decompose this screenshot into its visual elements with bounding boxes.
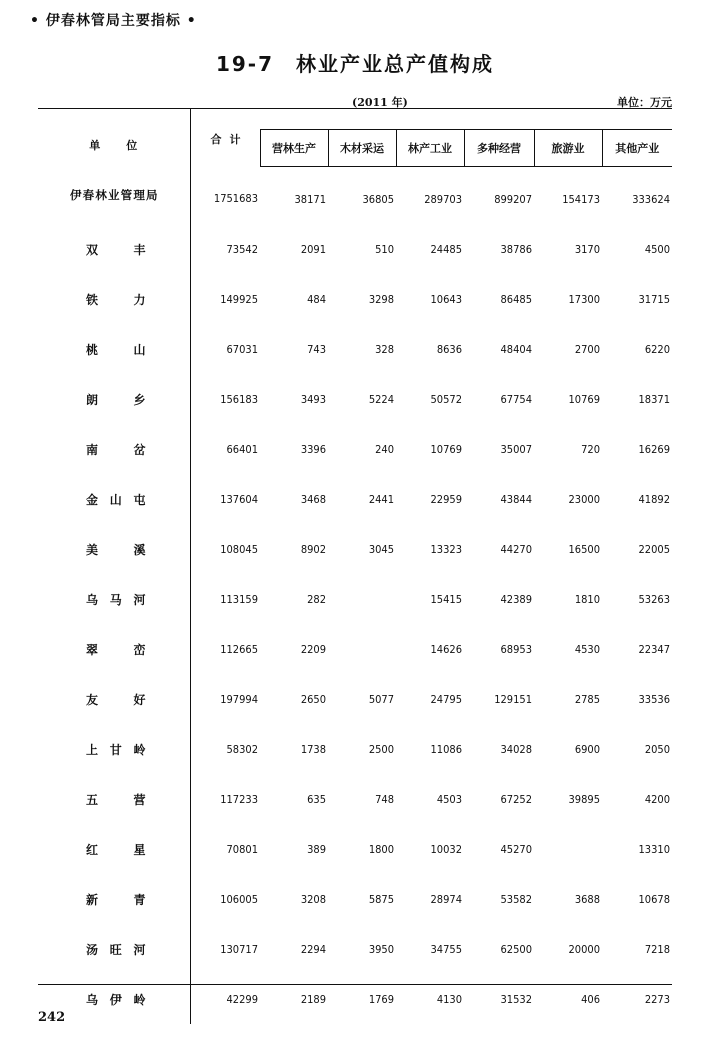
data-table-container xyxy=(38,108,672,1024)
row-value: 13323 xyxy=(430,542,462,556)
row-value: 18371 xyxy=(638,392,670,406)
table-row xyxy=(38,167,672,225)
row-value: 4530 xyxy=(574,642,600,656)
header-sub-1: 木材采运 xyxy=(328,130,396,167)
row-value: 2500 xyxy=(368,742,394,756)
row-value: 67754 xyxy=(500,392,532,406)
row-value: 86485 xyxy=(500,292,532,306)
row-value: 149925 xyxy=(220,292,258,306)
row-value: 3468 xyxy=(300,492,326,506)
row-value: 484 xyxy=(307,292,326,306)
row-value: 24485 xyxy=(430,242,462,256)
row-value: 44270 xyxy=(500,542,532,556)
row-value: 10769 xyxy=(430,442,462,456)
row-value: 35007 xyxy=(500,442,532,456)
row-value: 11086 xyxy=(430,742,462,756)
table-row xyxy=(38,724,672,774)
row-value: 4500 xyxy=(644,242,670,256)
row-value: 7218 xyxy=(644,942,670,956)
table-row xyxy=(38,224,672,274)
unit-label: 单位：万元 xyxy=(617,96,672,109)
row-value: 24795 xyxy=(430,692,462,706)
row-value: 16500 xyxy=(568,542,600,556)
row-value: 117233 xyxy=(220,792,258,806)
row-value: 2091 xyxy=(300,242,326,256)
row-value: 10643 xyxy=(430,292,462,306)
row-value: 406 xyxy=(581,992,600,1006)
row-value: 743 xyxy=(307,342,326,356)
table-row xyxy=(38,924,672,974)
row-value: 899207 xyxy=(494,192,532,206)
row-value: 1738 xyxy=(300,742,326,756)
row-value: 48404 xyxy=(500,342,532,356)
table-row xyxy=(38,674,672,724)
row-value: 33536 xyxy=(638,692,670,706)
row-value: 3396 xyxy=(300,442,326,456)
row-value: 3298 xyxy=(368,292,394,306)
row-unit-name: 美溪 xyxy=(38,524,190,574)
row-value: 3170 xyxy=(574,242,600,256)
row-value: 510 xyxy=(375,242,394,256)
row-value: 112665 xyxy=(220,642,258,656)
row-value: 6220 xyxy=(644,342,670,356)
row-value: 2050 xyxy=(644,742,670,756)
header-sub-3: 多种经营 xyxy=(464,130,534,167)
row-value: 22005 xyxy=(638,542,670,556)
row-value: 62500 xyxy=(500,942,532,956)
row-value: 4130 xyxy=(436,992,462,1006)
table-row xyxy=(38,824,672,874)
row-value: 38786 xyxy=(500,242,532,256)
row-value: 5875 xyxy=(368,892,394,906)
row-value: 13310 xyxy=(638,842,670,856)
table-title: 19-7 林业产业总产值构成 xyxy=(215,52,495,76)
row-value xyxy=(534,824,602,874)
row-value: 1810 xyxy=(574,592,600,606)
row-value: 14626 xyxy=(430,642,462,656)
row-value: 34028 xyxy=(500,742,532,756)
row-unit-name: 上甘岭 xyxy=(38,724,190,774)
row-value: 720 xyxy=(581,442,600,456)
row-value: 240 xyxy=(375,442,394,456)
header-total: 合计 xyxy=(210,133,249,146)
row-value: 154173 xyxy=(562,192,600,206)
row-value: 3493 xyxy=(300,392,326,406)
row-unit-name: 乌马河 xyxy=(38,574,190,624)
row-value xyxy=(328,574,396,624)
row-value: 113159 xyxy=(220,592,258,606)
row-value: 4200 xyxy=(644,792,670,806)
row-value: 6900 xyxy=(574,742,600,756)
table-row xyxy=(38,574,672,624)
row-value: 8902 xyxy=(300,542,326,556)
row-value: 389 xyxy=(307,842,326,856)
row-unit-name: 汤旺河 xyxy=(38,924,190,974)
header-sub-2: 林产工业 xyxy=(396,130,464,167)
header-sub-4: 旅游业 xyxy=(534,130,602,167)
row-value: 10769 xyxy=(568,392,600,406)
row-value: 53582 xyxy=(500,892,532,906)
row-value: 10032 xyxy=(430,842,462,856)
row-value: 41892 xyxy=(638,492,670,506)
page-number: 242 xyxy=(38,1010,66,1025)
row-value: 1800 xyxy=(368,842,394,856)
table-row xyxy=(38,624,672,674)
row-value: 2700 xyxy=(574,342,600,356)
row-value: 2273 xyxy=(644,992,670,1006)
row-value: 22959 xyxy=(430,492,462,506)
row-unit-name: 新青 xyxy=(38,874,190,924)
row-value: 66401 xyxy=(226,442,258,456)
row-value: 2785 xyxy=(574,692,600,706)
row-value: 2441 xyxy=(368,492,394,506)
row-unit-name: 友好 xyxy=(38,674,190,724)
row-value: 22347 xyxy=(638,642,670,656)
row-value: 2189 xyxy=(300,992,326,1006)
row-value: 31532 xyxy=(500,992,532,1006)
row-unit-name: 金山屯 xyxy=(38,474,190,524)
row-value: 130717 xyxy=(220,942,258,956)
data-table xyxy=(38,108,672,1024)
table-row xyxy=(38,324,672,374)
row-value: 3950 xyxy=(368,942,394,956)
row-unit-name: 红星 xyxy=(38,824,190,874)
header-sub-5: 其他产业 xyxy=(602,130,672,167)
row-unit-name: 朗乡 xyxy=(38,374,190,424)
row-value: 39895 xyxy=(568,792,600,806)
row-unit-name: 翠峦 xyxy=(38,624,190,674)
row-value: 106005 xyxy=(220,892,258,906)
row-value: 70801 xyxy=(226,842,258,856)
row-value: 17300 xyxy=(568,292,600,306)
row-value: 2650 xyxy=(300,692,326,706)
row-unit-name: 伊春林业管理局 xyxy=(38,167,190,225)
row-value: 108045 xyxy=(220,542,258,556)
bottom-rule xyxy=(38,984,672,985)
row-value: 1751683 xyxy=(213,192,258,206)
row-value: 28974 xyxy=(430,892,462,906)
row-value: 67252 xyxy=(500,792,532,806)
row-value: 282 xyxy=(307,592,326,606)
row-value: 73542 xyxy=(226,242,258,256)
table-row xyxy=(38,974,672,1024)
table-row xyxy=(38,874,672,924)
row-value: 15415 xyxy=(430,592,462,606)
row-value: 137604 xyxy=(220,492,258,506)
table-row xyxy=(38,424,672,474)
row-value: 68953 xyxy=(500,642,532,656)
row-value: 8636 xyxy=(436,342,462,356)
row-value: 129151 xyxy=(494,692,532,706)
table-row xyxy=(38,774,672,824)
row-value: 31715 xyxy=(638,292,670,306)
row-value: 333624 xyxy=(632,192,670,206)
row-value: 45270 xyxy=(500,842,532,856)
row-value: 748 xyxy=(375,792,394,806)
row-value: 23000 xyxy=(568,492,600,506)
row-value: 50572 xyxy=(430,392,462,406)
row-value: 289703 xyxy=(424,192,462,206)
row-value: 156183 xyxy=(220,392,258,406)
table-row xyxy=(38,374,672,424)
row-value: 16269 xyxy=(638,442,670,456)
row-value: 20000 xyxy=(568,942,600,956)
row-value: 197994 xyxy=(220,692,258,706)
header-sub-0: 营林生产 xyxy=(260,130,328,167)
row-value: 58302 xyxy=(226,742,258,756)
header-unit: 单位 xyxy=(38,109,190,167)
table-row xyxy=(38,474,672,524)
row-value: 1769 xyxy=(368,992,394,1006)
row-value: 67031 xyxy=(226,342,258,356)
row-value: 10678 xyxy=(638,892,670,906)
row-unit-name: 五营 xyxy=(38,774,190,824)
row-value xyxy=(328,624,396,674)
year-label: (2011 年) xyxy=(352,96,408,109)
row-unit-name: 铁力 xyxy=(38,274,190,324)
row-value: 3688 xyxy=(574,892,600,906)
row-value: 2294 xyxy=(300,942,326,956)
row-value: 635 xyxy=(307,792,326,806)
row-value: 38171 xyxy=(294,192,326,206)
row-value: 4503 xyxy=(436,792,462,806)
row-value: 53263 xyxy=(638,592,670,606)
row-value: 328 xyxy=(375,342,394,356)
row-value: 42389 xyxy=(500,592,532,606)
row-unit-name: 乌伊岭 xyxy=(38,974,190,1024)
row-value: 34755 xyxy=(430,942,462,956)
row-value: 2209 xyxy=(300,642,326,656)
table-row xyxy=(38,524,672,574)
row-value: 3045 xyxy=(368,542,394,556)
row-value: 43844 xyxy=(500,492,532,506)
row-value: 5077 xyxy=(368,692,394,706)
row-unit-name: 南岔 xyxy=(38,424,190,474)
row-value: 42299 xyxy=(226,992,258,1006)
row-value: 36805 xyxy=(362,192,394,206)
row-value: 5224 xyxy=(368,392,394,406)
running-head: • 伊春林管局主要指标 • xyxy=(30,13,197,29)
row-value: 3208 xyxy=(300,892,326,906)
table-row xyxy=(38,274,672,324)
row-unit-name: 桃山 xyxy=(38,324,190,374)
row-unit-name: 双丰 xyxy=(38,224,190,274)
